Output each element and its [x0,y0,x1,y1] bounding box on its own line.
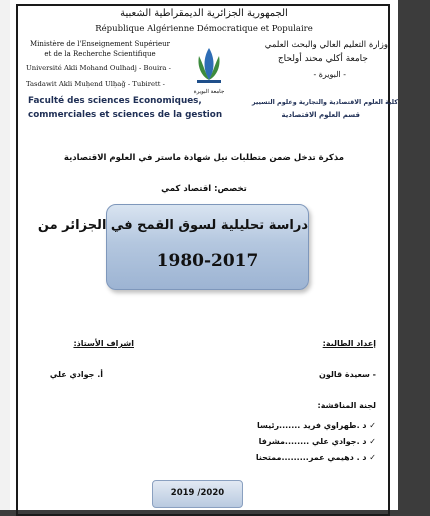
university-logo-icon [191,46,227,90]
student-name: - سعيدة قالون [319,370,376,379]
committee-label: لجنة المناقشة: [317,401,376,410]
academic-year: 2019 /2020 [170,488,225,498]
campus-fr: Tasdawit Akli Muḥend Ulḥaǧ - Tubirett - [26,80,165,88]
department-ar: قسم العلوم الاقتصادية [281,111,360,119]
academic-year-box [152,480,243,508]
supervisor-name: أ. جوادي علي [49,370,103,379]
faculty-fr-line2: commerciales et sciences de la gestion [28,110,223,120]
committee-member: ✓ د . دهيمي عمر.........ممتحنا [255,453,376,462]
prepared-label: إعداد الطالبة: [322,339,376,348]
ministry-fr-line1: Ministère de l'Enseignement Supérieur [30,40,170,48]
logo-caption: جامعة البويرة [193,89,225,95]
republic-fr: République Algérienne Démocratique et Populaire [95,24,313,34]
ministry-fr-line2: et de la Recherche Scientifique [44,50,156,58]
supervisor-label: اشراف الأستاذ: [73,339,134,348]
thesis-title-line2: 1980-2017 [156,251,259,271]
faculty-fr-line1: Faculté des sciences Economiques, [28,96,202,106]
document-page [10,0,398,510]
university-ar: جامعة أكلي محند أولحاج [277,54,368,64]
committee-member: ✓ د .طهراوي فريد .......رئيسا [257,421,376,430]
republic-ar: الجمهورية الجزائرية الديمقراطية الشعبية [120,8,288,19]
committee-member: ✓ د .جوادي علي ........مشرفا [258,437,376,446]
university-fr: Université Akli Mohand Oulhadj - Bouira - [26,64,171,72]
thesis-purpose: مذكرة تدخل ضمن متطلبات نيل شهادة ماستر في العلوم الاقتصادية [63,153,345,163]
faculty-ar: كلية العلوم الاقتصادية والتجارية وعلوم التسيير [251,98,398,106]
thesis-title-box [37,204,309,290]
city-ar: - البويرة - [313,70,346,79]
thesis-specialty: تخصص: اقتصاد كمي [161,184,247,194]
ministry-ar: وزارة التعليم العالي والبحث العلمي [264,40,388,50]
thesis-title-line1: دراسة تحليلية لسوق القمح في الجزائر من [37,218,308,233]
